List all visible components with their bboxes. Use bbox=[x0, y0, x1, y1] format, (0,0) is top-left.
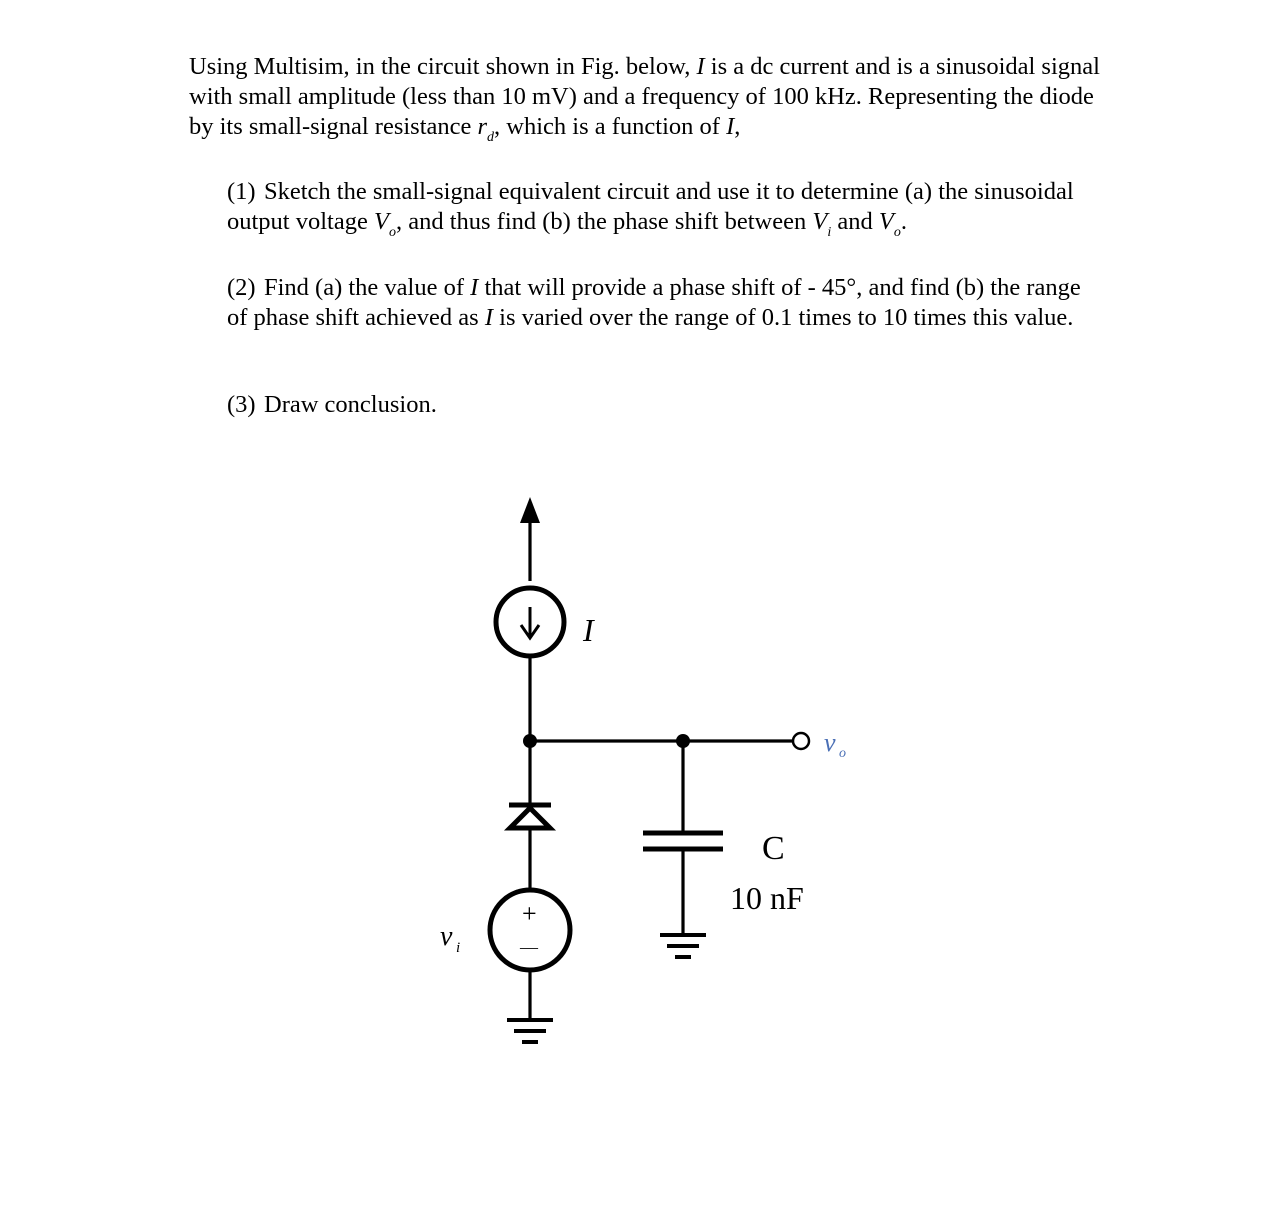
question-1: (1) Sketch the small-signal equivalent circuit and use it to determine (a) the sinusoidal output voltage $V_o$, and thus find (b) the phase shift between $V_i$ and $V_o$. bbox=[227, 178, 1074, 240]
var-rd: r bbox=[477, 113, 488, 140]
capacitor-name: C bbox=[762, 830, 785, 867]
minus-sign: — bbox=[520, 937, 538, 957]
problem-statement: Using Multisim, in the circuit shown in Fig. below, I is a dc current and is a sinusoidal signal with small amplitude (less than 10 mV) and a frequency of 100 kHz. Representing the diode by its small-signal resistance $r_d$, which is a function of I, bbox=[189, 53, 1100, 145]
var-I: I bbox=[696, 53, 705, 80]
input-label: v bbox=[440, 921, 453, 952]
question-number: (3) bbox=[227, 391, 256, 418]
input-sub: i bbox=[456, 940, 461, 956]
question-number: (1) bbox=[227, 178, 256, 205]
capacitor-value: 10 nF bbox=[730, 880, 804, 916]
output-label: v bbox=[824, 728, 836, 757]
circuit-diagram bbox=[420, 485, 880, 1085]
output-sub: o bbox=[839, 746, 846, 761]
current-label: I bbox=[583, 612, 594, 648]
diode bbox=[510, 808, 550, 828]
question-number: (2) bbox=[227, 274, 256, 301]
question-3: (3) Draw conclusion. bbox=[227, 391, 437, 418]
output-terminal bbox=[793, 733, 809, 749]
plus-sign: + bbox=[522, 899, 537, 928]
question-2: (2) Find (a) the value of I that will provide a phase shift of - 45°, and find (b) the range of phase shift achieved as I is varied over the range of 0.1 times to 10 times this value. bbox=[227, 274, 1081, 331]
supply-arrow-icon bbox=[520, 497, 540, 523]
